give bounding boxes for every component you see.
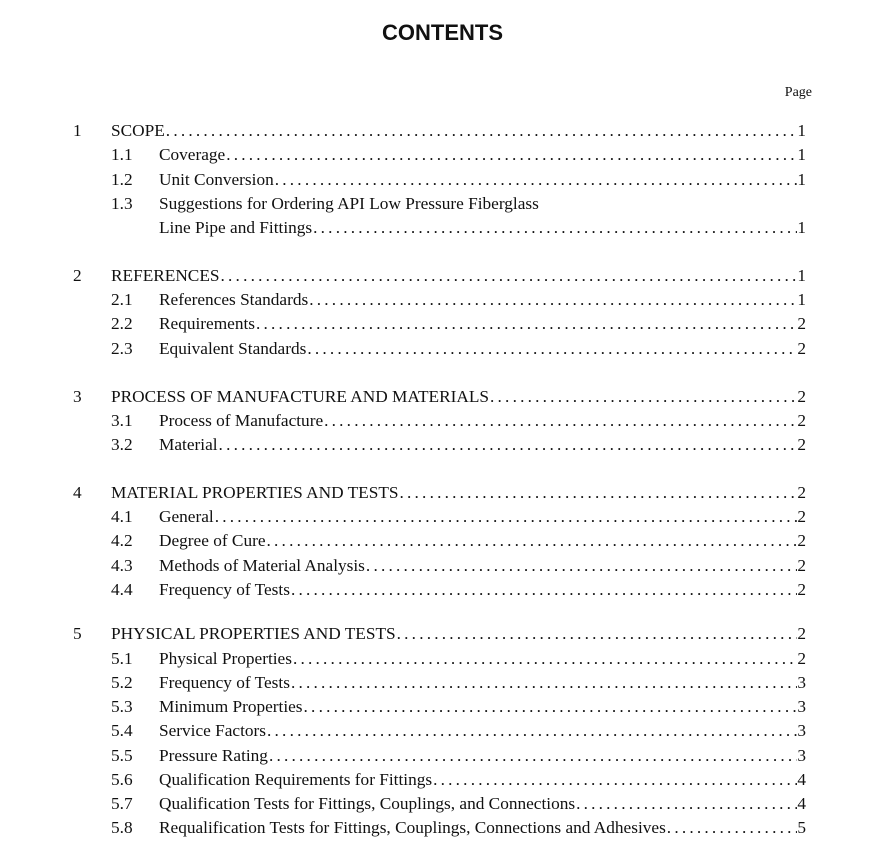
dot-leader bbox=[293, 647, 797, 671]
item-title: Qualification Tests for Fittings, Couplings, and Connections bbox=[159, 794, 576, 813]
page-number: 2 bbox=[797, 624, 806, 643]
page-number: 2 bbox=[797, 531, 806, 550]
toc-item[interactable] bbox=[0, 337, 885, 361]
page-number: 2 bbox=[797, 649, 806, 668]
dot-leader bbox=[313, 216, 797, 240]
page-number: 3 bbox=[797, 746, 806, 765]
section-title: PHYSICAL PROPERTIES AND TESTS bbox=[111, 624, 396, 643]
page-number: 1 bbox=[797, 266, 806, 285]
toc-section[interactable] bbox=[0, 119, 885, 143]
toc-item[interactable] bbox=[0, 554, 885, 578]
dot-leader bbox=[221, 264, 798, 288]
dot-leader bbox=[291, 578, 797, 602]
page-number: 5 bbox=[797, 818, 806, 837]
dot-leader bbox=[366, 554, 797, 578]
item-title: Unit Conversion bbox=[159, 170, 274, 189]
page-number: 2 bbox=[797, 411, 806, 430]
dot-leader bbox=[397, 622, 798, 646]
item-title: Suggestions for Ordering API Low Pressure Fiberglass bbox=[159, 194, 539, 213]
item-number: 3.1 bbox=[111, 411, 133, 430]
toc-item-continuation[interactable] bbox=[0, 216, 885, 240]
toc-item[interactable] bbox=[0, 505, 885, 529]
item-number: 5.8 bbox=[111, 818, 133, 837]
item-number: 4.1 bbox=[111, 507, 133, 526]
dot-leader bbox=[400, 481, 798, 505]
dot-leader bbox=[576, 792, 797, 816]
dot-leader bbox=[309, 288, 797, 312]
section-number: 2 bbox=[73, 266, 82, 285]
section-title: MATERIAL PROPERTIES AND TESTS bbox=[111, 483, 399, 502]
toc-item[interactable] bbox=[0, 433, 885, 457]
page-number: 3 bbox=[797, 721, 806, 740]
toc-item[interactable] bbox=[0, 792, 885, 816]
item-title: Material bbox=[159, 435, 218, 454]
dot-leader bbox=[433, 768, 797, 792]
toc-item[interactable] bbox=[0, 312, 885, 336]
dot-leader bbox=[226, 143, 797, 167]
toc-item[interactable] bbox=[0, 409, 885, 433]
item-title: Physical Properties bbox=[159, 649, 292, 668]
dot-leader bbox=[166, 119, 798, 143]
item-title: Methods of Material Analysis bbox=[159, 556, 365, 575]
section-number: 4 bbox=[73, 483, 82, 502]
item-number: 5.1 bbox=[111, 649, 133, 668]
item-number: 3.2 bbox=[111, 435, 133, 454]
item-number: 5.6 bbox=[111, 770, 133, 789]
page-number: 2 bbox=[797, 556, 806, 575]
page-number: 4 bbox=[797, 770, 806, 789]
item-number: 4.4 bbox=[111, 580, 133, 599]
toc-section[interactable] bbox=[0, 481, 885, 505]
dot-leader bbox=[267, 719, 797, 743]
dot-leader bbox=[667, 816, 798, 840]
item-title: Pressure Rating bbox=[159, 746, 268, 765]
toc-item[interactable] bbox=[0, 192, 885, 216]
page-number: 1 bbox=[797, 290, 806, 309]
page-number: 2 bbox=[797, 387, 806, 406]
page-number: 1 bbox=[797, 121, 806, 140]
dot-leader bbox=[304, 695, 798, 719]
dot-leader bbox=[267, 529, 798, 553]
toc-item[interactable] bbox=[0, 719, 885, 743]
section-number: 1 bbox=[73, 121, 82, 140]
item-number: 1.1 bbox=[111, 145, 133, 164]
item-number: 5.3 bbox=[111, 697, 133, 716]
section-number: 3 bbox=[73, 387, 82, 406]
toc-item[interactable] bbox=[0, 647, 885, 671]
document-title: CONTENTS bbox=[382, 20, 503, 45]
toc-section[interactable] bbox=[0, 622, 885, 646]
dot-leader bbox=[215, 505, 798, 529]
toc-item[interactable] bbox=[0, 143, 885, 167]
item-number: 5.4 bbox=[111, 721, 133, 740]
page-number: 2 bbox=[797, 507, 806, 526]
page-number: 2 bbox=[797, 435, 806, 454]
page-number: 1 bbox=[797, 170, 806, 189]
dot-leader bbox=[256, 312, 797, 336]
toc-item[interactable] bbox=[0, 288, 885, 312]
item-number: 4.2 bbox=[111, 531, 133, 550]
toc-item[interactable] bbox=[0, 671, 885, 695]
item-number: 4.3 bbox=[111, 556, 133, 575]
toc-item[interactable] bbox=[0, 529, 885, 553]
page-column-header: Page bbox=[784, 85, 812, 100]
dot-leader bbox=[307, 337, 797, 361]
item-number: 5.2 bbox=[111, 673, 133, 692]
toc-item[interactable] bbox=[0, 816, 885, 840]
dot-leader bbox=[291, 671, 797, 695]
page-number: 3 bbox=[797, 673, 806, 692]
item-number: 1.3 bbox=[111, 194, 133, 213]
dot-leader bbox=[269, 744, 797, 768]
item-title: Frequency of Tests bbox=[159, 580, 290, 599]
item-title: Requirements bbox=[159, 314, 255, 333]
dot-leader bbox=[275, 168, 798, 192]
page-number: 2 bbox=[797, 339, 806, 358]
page-number: 2 bbox=[797, 483, 806, 502]
item-title: References Standards bbox=[159, 290, 309, 309]
dot-leader bbox=[324, 409, 797, 433]
toc-item[interactable] bbox=[0, 168, 885, 192]
toc-item[interactable] bbox=[0, 695, 885, 719]
item-number: 2.3 bbox=[111, 339, 133, 358]
toc-section[interactable] bbox=[0, 264, 885, 288]
section-title: REFERENCES bbox=[111, 266, 220, 285]
toc-item[interactable] bbox=[0, 768, 885, 792]
item-title: Degree of Cure bbox=[159, 531, 266, 550]
item-number: 5.7 bbox=[111, 794, 133, 813]
item-number: 5.5 bbox=[111, 746, 133, 765]
item-title: General bbox=[159, 507, 214, 526]
item-title: Equivalent Standards bbox=[159, 339, 307, 358]
item-title: Minimum Properties bbox=[159, 697, 303, 716]
page-number: 1 bbox=[797, 145, 806, 164]
item-title: Process of Manufacture bbox=[159, 411, 324, 430]
item-title: Qualification Requirements for Fittings bbox=[159, 770, 433, 789]
item-title: Requalification Tests for Fittings, Couplings, Connections and Adhesives bbox=[159, 818, 666, 837]
toc-item[interactable] bbox=[0, 744, 885, 768]
item-number: 2.1 bbox=[111, 290, 133, 309]
item-title-continuation: Line Pipe and Fittings bbox=[159, 218, 313, 237]
section-number: 5 bbox=[73, 624, 82, 643]
item-title: Service Factors bbox=[159, 721, 267, 740]
section-title: PROCESS OF MANUFACTURE AND MATERIALS bbox=[111, 387, 490, 406]
dot-leader bbox=[219, 433, 798, 457]
page-number: 2 bbox=[797, 314, 806, 333]
item-title: Frequency of Tests bbox=[159, 673, 290, 692]
page-number: 3 bbox=[797, 697, 806, 716]
item-title: Coverage bbox=[159, 145, 226, 164]
item-number: 1.2 bbox=[111, 170, 133, 189]
section-title: SCOPE bbox=[111, 121, 165, 140]
toc-section[interactable] bbox=[0, 385, 885, 409]
page-number: 4 bbox=[797, 794, 806, 813]
toc-item[interactable] bbox=[0, 578, 885, 602]
page-number: 2 bbox=[797, 580, 806, 599]
page-number: 1 bbox=[797, 218, 806, 237]
dot-leader bbox=[490, 385, 797, 409]
item-number: 2.2 bbox=[111, 314, 133, 333]
